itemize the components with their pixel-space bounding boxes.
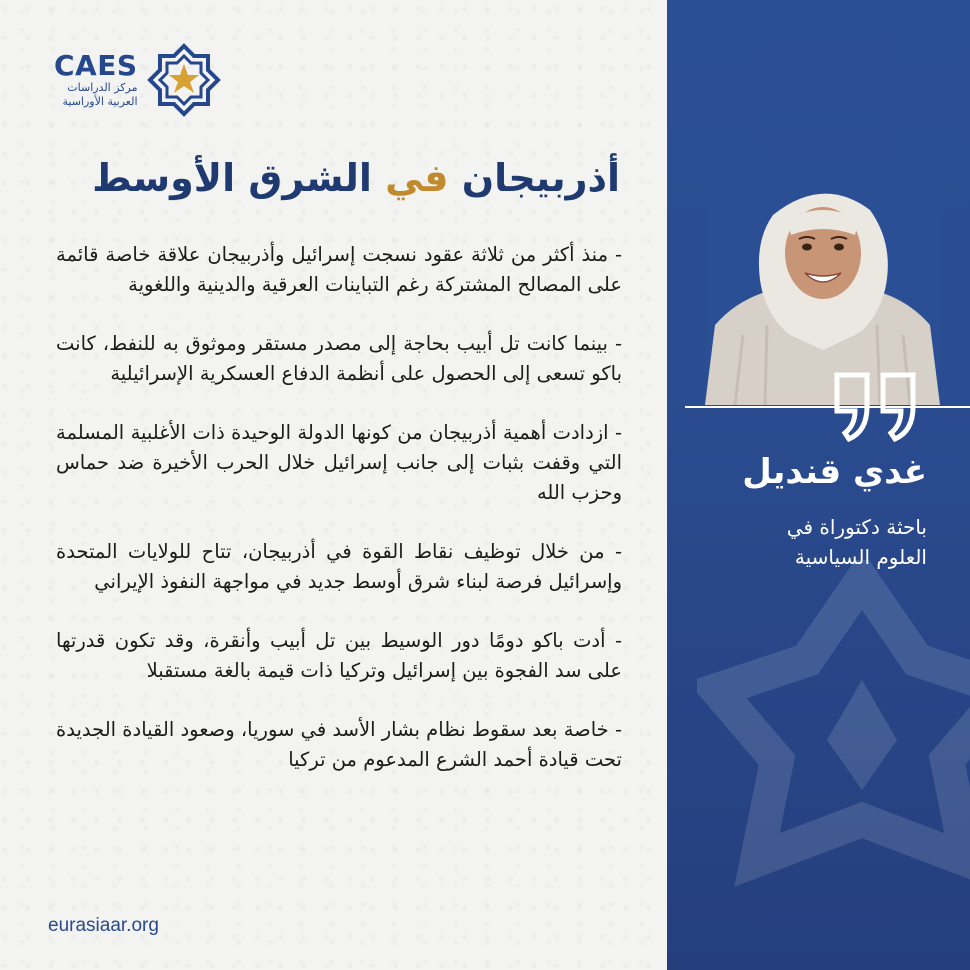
- star-emblem-icon: [146, 42, 222, 118]
- bullet-item: - ازدادت أهمية أذربيجان من كونها الدولة الوحيدة ذات الأغلبية المسلمة التي وقفت بثبات إلى جانب إسرائيل خلال الحرب الأخيرة ضد حماس وحزب الله: [56, 421, 622, 504]
- bullet-item: - منذ أكثر من ثلاثة عقود نسجت إسرائيل وأذربيجان علاقة خاصة قائمة على المصالح المشتركة رغم التباينات العرقية والدينية واللغوية: [56, 243, 622, 296]
- bullet-item: - أدت باكو دومًا دور الوسيط بين تل أبيب وأنقرة، وقد تكون قدرتها على سد الفجوة بين إسرائيل وتركيا ذات قيمة بالغة مستقبلا: [56, 629, 622, 682]
- bullet-list: [56, 240, 622, 804]
- title-part-3: الشرق الأوسط: [92, 156, 372, 200]
- bullet-item: - خاصة بعد سقوط نظام بشار الأسد في سوريا، وصعود القيادة الجديدة تحت قيادة أحمد الشرع المدعوم من تركيا: [56, 718, 622, 771]
- author-panel: [667, 0, 970, 970]
- page-title: [60, 156, 620, 200]
- author-role-line1: باحثة دكتوراة في: [786, 515, 927, 539]
- quote-mark-icon: [827, 365, 927, 445]
- logo-name-line2: العربية الأوراسية: [62, 95, 138, 108]
- caes-logo: [54, 42, 222, 118]
- author-role: [687, 512, 927, 572]
- author-role-line2: العلوم السياسية: [794, 545, 927, 569]
- title-part-1: أذربيجان: [461, 156, 620, 200]
- author-name: غدي قنديل: [742, 452, 927, 492]
- bullet-item: - بينما كانت تل أبيب بحاجة إلى مصدر مستقر وموثوق به للنفط، كانت باكو تسعى إلى الحصول على أنظمة الدفاع العسكرية الإسرائيلية: [56, 332, 622, 385]
- logo-acronym: CAES: [54, 49, 138, 82]
- bullet-item: - من خلال توظيف نقاط القوة في أذربيجان، تتاح للولايات المتحدة وإسرائيل فرصة لبناء شرق أوسط جديد في مواجهة النفوذ الإيراني: [56, 540, 622, 593]
- logo-name-line1: مركز الدراسات: [67, 81, 138, 94]
- title-part-2: في: [385, 156, 449, 200]
- emblem-watermark-icon: [697, 560, 970, 970]
- website-link[interactable]: eurasiaar.org: [48, 915, 159, 936]
